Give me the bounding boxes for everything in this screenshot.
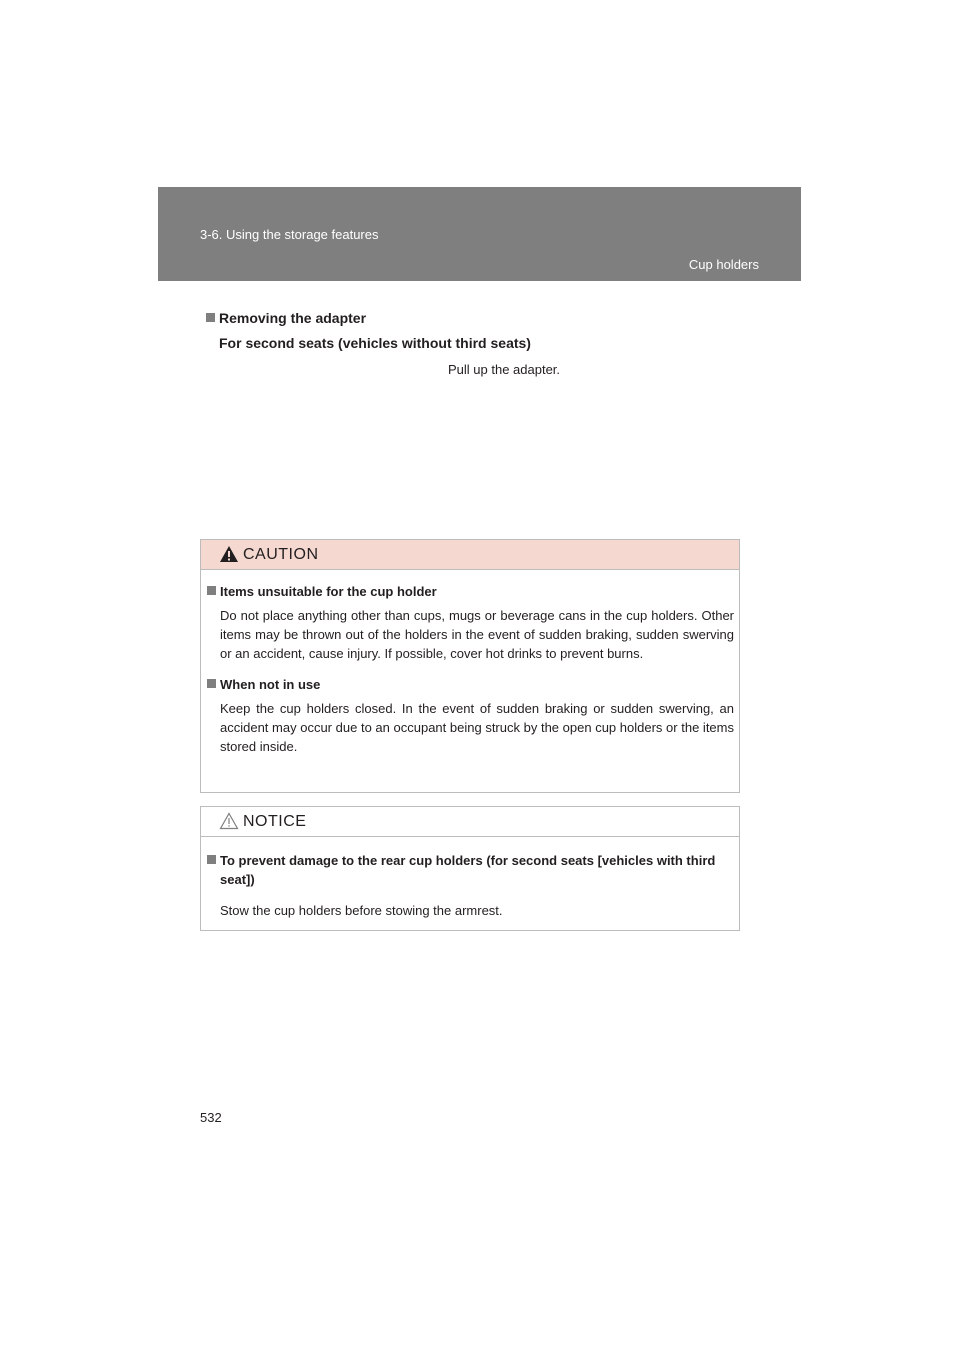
notice-title: NOTICE: [243, 813, 307, 830]
caution-item-title: [207, 677, 734, 692]
figure-caption: Pull up the adapter.: [448, 362, 561, 377]
sub-subheading: For second seats (vehicles without third seats): [219, 335, 531, 351]
notice-box: [200, 806, 740, 931]
caution-box: [200, 539, 740, 793]
warning-outline-icon: [219, 812, 239, 830]
notice-header: [201, 807, 739, 837]
section-title: 3-6. Using the storage features: [200, 227, 379, 242]
page-topic: Cup holders: [688, 257, 759, 272]
square-bullet-icon: [206, 313, 215, 322]
caution-item-title-text: Items unsuitable for the cup holder: [220, 584, 437, 599]
caution-header: [201, 540, 739, 570]
square-bullet-icon: [207, 855, 216, 864]
square-bullet-icon: [207, 586, 216, 595]
caution-item-text: Keep the cup holders closed. In the event of sudden braking or sudden swerving, an accident may occur due to an occupant being struck by the open cup holders or the items stored inside.: [220, 701, 734, 754]
caution-title: CAUTION: [243, 546, 319, 563]
notice-body: [201, 851, 739, 920]
subheading-text: Removing the adapter: [219, 310, 367, 326]
notice-item-text: Stow the cup holders before stowing the armrest.: [220, 903, 503, 918]
caution-body: [201, 584, 739, 756]
square-bullet-icon: [207, 679, 216, 688]
caution-item-text: Do not place anything other than cups, mugs or beverage cans in the cup holders. Other items may be thrown out of the holders in the event of sudden braking, sudden swerving or an accident, cause injury. If possible, cover hot drinks to prevent burns.: [220, 608, 734, 661]
page-header: [158, 187, 801, 281]
notice-item-title: [207, 851, 734, 889]
warning-icon: [219, 545, 239, 563]
page-number: 532: [200, 1110, 222, 1125]
caution-item-title: [207, 584, 734, 599]
subheading: [206, 310, 366, 326]
caution-item-title-text: When not in use: [220, 677, 321, 692]
notice-item-title-text: To prevent damage to the rear cup holders (for second seats [vehicles with third seat]): [220, 853, 716, 887]
